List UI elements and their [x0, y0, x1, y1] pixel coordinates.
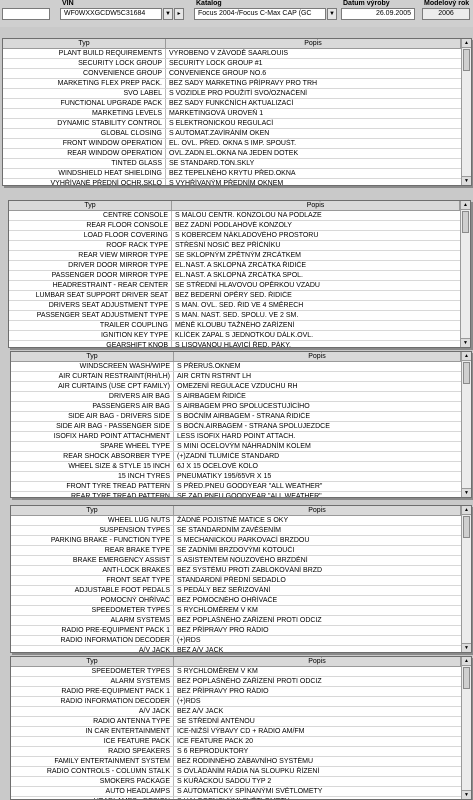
column-header-popis[interactable]: Popis — [174, 657, 461, 666]
popis-cell: BEZ RODINNÉHO ZÁBAVNÍHO SYSTÉMU — [177, 758, 313, 765]
typ-cell: SPARE WHEEL TYPE — [11, 442, 174, 451]
popis-cell: MARKETINGOVÁ ÚROVEŇ 1 — [169, 110, 264, 117]
catalog-label: Katalog — [196, 0, 222, 7]
table-row[interactable] — [11, 432, 461, 442]
popis-cell: STANDARDNÍ PŘEDNÍ SEDADLO — [177, 577, 286, 584]
typ-cell: 15 INCH TYRES — [11, 472, 174, 481]
table-row[interactable] — [11, 777, 461, 787]
table-row[interactable] — [11, 747, 461, 757]
typ-cell — [11, 797, 174, 799]
typ-cell: REAR SHOCK ABSORBER TYPE — [11, 452, 174, 461]
popis-cell: ICE FEATURE PACK 20 — [177, 738, 253, 745]
table-row[interactable] — [9, 221, 460, 231]
table-row[interactable] — [3, 69, 461, 79]
table-row[interactable] — [9, 261, 460, 271]
scroll-up-icon[interactable]: ▲ — [462, 506, 471, 515]
table-row[interactable] — [11, 382, 461, 392]
scroll-down-icon[interactable]: ▼ — [462, 488, 471, 497]
table-row[interactable] — [11, 526, 461, 536]
typ-cell: TINTED GLASS — [3, 159, 166, 168]
typ-cell: BRAKE EMERGENCY ASSIST — [11, 556, 174, 565]
chevron-down-icon: ▼ — [165, 11, 171, 17]
table-row[interactable] — [11, 596, 461, 606]
table-row[interactable] — [3, 179, 461, 185]
table-row[interactable] — [3, 79, 461, 89]
popis-cell: BEZ A/V JACK — [177, 708, 224, 715]
vin-dropdown-button[interactable] — [163, 8, 173, 20]
scroll-thumb[interactable] — [462, 211, 469, 233]
popis-cell: SE STŘEDNÍ ANTÉNOU — [177, 718, 255, 725]
typ-cell: SPEEDOMETER TYPES — [11, 606, 174, 615]
table-row[interactable] — [9, 291, 460, 301]
table-row[interactable] — [3, 119, 461, 129]
column-header-popis[interactable]: Popis — [166, 39, 461, 48]
typ-cell: CENTRE CONSOLE — [9, 211, 172, 220]
vertical-scrollbar[interactable] — [461, 506, 471, 652]
popis-cell: BEZ POPLAŠNÉHO ZAŘÍZENÍ PROTI ODCIZ — [177, 617, 322, 624]
popis-cell — [174, 797, 461, 799]
typ-cell: ALARM SYSTEMS — [11, 616, 174, 625]
catalog-select[interactable]: Focus 2004-/Focus C-Max CAP (GC — [194, 8, 326, 20]
vin-field[interactable]: WF0WXXGCDW5C31684 — [60, 8, 162, 20]
popis-cell: (+)RDS — [177, 698, 201, 705]
table-row[interactable] — [11, 646, 461, 652]
popis-cell: S MINI OCELOVÝM NÁHRADNÍM KOLEM — [177, 443, 311, 450]
popis-cell: BEZ SADY MARKETING PŘÍPRAVY PRO TRH — [169, 80, 318, 87]
typ-cell: ADJUSTABLE FOOT PEDALS — [11, 586, 174, 595]
popis-cell: S MAN. NAST. SED. SPOLU. VE 2 SM. — [175, 312, 299, 319]
table-row[interactable] — [11, 482, 461, 492]
popis-cell: S VYHŘÍVANÝM PŘEDNÍM OKNEM — [169, 180, 284, 185]
typ-cell: DYNAMIC STABILITY CONTROL — [3, 119, 166, 128]
typ-cell: FRONT SEAT TYPE — [11, 576, 174, 585]
table-row[interactable] — [11, 472, 461, 482]
typ-cell: REAR VIEW MIRROR TYPE — [9, 251, 172, 260]
typ-cell: RADIO CONTROLS - COLUMN STALK — [11, 767, 174, 776]
vin-label: VIN — [62, 0, 74, 7]
typ-cell: MARKETING FLEX PREP PACK. — [3, 79, 166, 88]
table-row[interactable] — [9, 341, 460, 347]
scroll-down-icon[interactable]: ▼ — [461, 338, 470, 347]
typ-cell: SVO LABEL — [3, 89, 166, 98]
vertical-scrollbar[interactable] — [461, 39, 471, 185]
table-row[interactable] — [3, 129, 461, 139]
typ-cell: WINDSHIELD HEAT SHIELDING — [3, 169, 166, 178]
header-bar — [0, 0, 473, 27]
typ-cell: FAMILY ENTERTAINMENT SYSTEM — [11, 757, 174, 766]
table-row[interactable] — [11, 392, 461, 402]
options-table — [11, 506, 461, 652]
table-row[interactable] — [11, 402, 461, 412]
typ-cell: REAR TYRE TREAD PATTERN — [11, 492, 174, 497]
typ-cell: MARKETING LEVELS — [3, 109, 166, 118]
typ-cell: TRAILER COUPLING — [9, 321, 172, 330]
typ-cell: A/V JACK — [11, 646, 174, 652]
table-header — [11, 657, 461, 667]
column-header-popis[interactable]: Popis — [174, 352, 461, 361]
scroll-thumb[interactable] — [463, 516, 470, 538]
scroll-up-icon[interactable]: ▲ — [462, 39, 471, 48]
popis-cell: OMEZENÍ REGULACE VZDUCHU RH — [177, 383, 298, 390]
popis-cell: S AIRBAGEM ŘIDIČE — [177, 393, 246, 400]
typ-cell: SMOKERS PACKAGE — [11, 777, 174, 786]
typ-cell: HEADRESTRAINT - REAR CENTER — [9, 281, 172, 290]
table-row[interactable] — [9, 331, 460, 341]
table-row[interactable] — [3, 149, 461, 159]
popis-cell: S AIRBAGEM PRO SPOLUCESTUJÍCÍHO — [177, 403, 310, 410]
popis-cell: SE ZAD.PNEU GOODYEAR "ALL WEATHER" — [177, 493, 322, 497]
typ-cell: FRONT WINDOW OPERATION — [3, 139, 166, 148]
table-row[interactable] — [11, 516, 461, 526]
production-date-field[interactable]: 26.09.2005 — [341, 8, 415, 20]
popis-cell: EL.NAST. A SKLOPNÁ ZRCÁTKA ŘIDIČE — [175, 262, 307, 269]
typ-cell: FUNCTIONAL UPGRADE PACK — [3, 99, 166, 108]
typ-cell: AIR CURTAINS (USE CPT FAMILY) — [11, 382, 174, 391]
table-row[interactable] — [11, 677, 461, 687]
scroll-thumb[interactable] — [463, 362, 470, 384]
table-row[interactable] — [11, 717, 461, 727]
typ-cell: LOAD FLOOR COVERING — [9, 231, 172, 240]
typ-cell: REAR WINDOW OPERATION — [3, 149, 166, 158]
typ-cell: GEARSHIFT KNOB — [9, 341, 172, 347]
table-row[interactable] — [9, 281, 460, 291]
table-row[interactable] — [11, 452, 461, 462]
table-row[interactable] — [11, 576, 461, 586]
popis-cell: BEZ SADY FUNKČNÍCH AKTUALIZACÍ — [169, 100, 294, 107]
typ-cell: WHEEL LUG NUTS — [11, 516, 174, 525]
typ-cell: PARKING BRAKE - FUNCTION TYPE — [11, 536, 174, 545]
options-panel-3 — [10, 351, 472, 498]
popis-cell: EL. OVL. PŘED. OKNA S IMP. SPOUŠT. — [169, 140, 297, 147]
table-row[interactable] — [3, 169, 461, 179]
table-row[interactable] — [11, 606, 461, 616]
options-panel-5 — [10, 656, 472, 800]
typ-cell: ROOF RACK TYPE — [9, 241, 172, 250]
table-row[interactable] — [11, 372, 461, 382]
table-row[interactable] — [11, 546, 461, 556]
options-table — [11, 657, 461, 799]
popis-cell: BEZ SYSTÉMU PROTI ZABLOKOVÁNÍ BRZD — [177, 567, 323, 574]
popis-cell: S BOČN.AIRBAGEM - STRANA SPOLUJEZDCE — [177, 423, 330, 430]
scroll-up-icon[interactable]: ▲ — [462, 657, 471, 666]
options-panel-2 — [8, 200, 471, 348]
column-header-popis[interactable]: Popis — [174, 506, 461, 515]
table-row[interactable] — [3, 49, 461, 59]
table-row[interactable] — [3, 139, 461, 149]
table-row[interactable] — [11, 442, 461, 452]
typ-cell: RADIO PRE-EQUIPMENT PACK 1 — [11, 687, 174, 696]
popis-cell: BEZ PŘÍPRAVY PRO RÁDIO — [177, 688, 269, 695]
typ-cell: IGNITION KEY TYPE — [9, 331, 172, 340]
popis-cell: S ASISTENTEM NOUZOVÉHO BRZDĚNÍ — [177, 557, 308, 564]
table-row[interactable] — [11, 787, 461, 797]
typ-cell: RADIO INFORMATION DECODER — [11, 636, 174, 645]
popis-cell: S OVLÁDÁNÍM RÁDIA NA SLOUPKU ŘÍZENÍ — [177, 768, 320, 775]
typ-cell: GLOBAL CLOSING — [3, 129, 166, 138]
popis-cell: S 6 REPRODUKTORY — [177, 748, 249, 755]
table-row[interactable] — [9, 301, 460, 311]
table-row[interactable] — [9, 271, 460, 281]
vertical-scrollbar[interactable] — [461, 657, 471, 799]
popis-cell: S RYCHLOMĚREM V KM — [177, 607, 258, 614]
popis-cell: MÉNĚ KLOUBU TAŽNÉHO ZAŘÍZENÍ — [175, 322, 295, 329]
table-row[interactable] — [11, 362, 461, 372]
popis-cell: (+)RDS — [177, 637, 201, 644]
column-header-typ[interactable]: Typ — [11, 352, 174, 361]
popis-cell: CONVENIENCE GROUP NO.6 — [169, 70, 267, 77]
popis-cell: S MECHANICKOU PARKOVACÍ BRZDOU — [177, 537, 310, 544]
typ-cell: LUMBAR SEAT SUPPORT DRIVER SEAT — [9, 291, 172, 300]
typ-cell: VYHŘÍVANÉ PŘEDNÍ OCHR.SKLO — [3, 179, 166, 185]
scroll-down-icon[interactable]: ▼ — [462, 790, 471, 799]
table-header — [11, 506, 461, 516]
table-row[interactable] — [11, 727, 461, 737]
column-header-typ[interactable]: Typ — [9, 201, 172, 210]
popis-cell: S AUTOMAT.ZAVÍRÁNÍM OKEN — [169, 130, 270, 137]
date-label: Datum výroby — [343, 0, 390, 7]
table-row[interactable] — [11, 462, 461, 472]
typ-cell: SECURITY LOCK GROUP — [3, 59, 166, 68]
typ-cell: CONVENIENCE GROUP — [3, 69, 166, 78]
popis-cell: SE STANDARDNÍM ZAVĚŠENÍM — [177, 527, 281, 534]
table-row[interactable] — [11, 667, 461, 677]
blank-field[interactable] — [2, 8, 50, 20]
popis-cell: SE STŘEDNÍ HLAVOVOU OPĚRKOU VZADU — [175, 282, 320, 289]
table-row[interactable] — [11, 757, 461, 767]
model-year-field: 2006 — [422, 8, 470, 20]
options-table — [3, 39, 461, 185]
typ-cell: DRIVERS SEAT ADJUSTMENT TYPE — [9, 301, 172, 310]
popis-cell: BEZ POPLAŠNÉHO ZAŘÍZENÍ PROTI ODCIZ — [177, 678, 322, 685]
scroll-down-icon[interactable]: ▼ — [462, 176, 471, 185]
popis-cell: (+)ZADNÍ TLUMIČE STANDARD — [177, 453, 280, 460]
popis-cell: S PEDÁLY BEZ SEŘIZOVÁNÍ — [177, 587, 271, 594]
popis-cell: SE ZADNÍMI BRZDOVÝMI KOTOUČI — [177, 547, 295, 554]
typ-cell: SIDE AIR BAG - DRIVERS SIDE — [11, 412, 174, 421]
popis-cell: S BOČNÍM AIRBAGEM - STRANA ŘIDIČE — [177, 413, 311, 420]
typ-cell: DRIVERS AIR BAG — [11, 392, 174, 401]
table-row[interactable] — [3, 99, 461, 109]
popis-cell: SE SKLOPNÝM ZPĚTNÝM ZRCÁTKEM — [175, 252, 302, 259]
table-row[interactable] — [11, 797, 461, 799]
typ-cell: RADIO ANTENNA TYPE — [11, 717, 174, 726]
popis-cell: SE STANDARD.TÓN.SKLY — [169, 160, 255, 167]
table-row[interactable] — [9, 211, 460, 221]
popis-cell: VYROBENO V ZÁVODĚ SAARLOUIS — [169, 50, 289, 57]
popis-cell: S PŘED.PNEU GOODYEAR "ALL WEATHER" — [177, 483, 323, 490]
chevron-down-icon: ▼ — [329, 11, 335, 17]
typ-cell: ICE FEATURE PACK — [11, 737, 174, 746]
table-row[interactable] — [11, 412, 461, 422]
popis-cell: PNEUMATIKY 195/65VR X 15 — [177, 473, 272, 480]
options-panel-1 — [2, 38, 472, 186]
scroll-up-icon[interactable]: ▲ — [461, 201, 470, 210]
typ-cell: REAR BRAKE TYPE — [11, 546, 174, 555]
vertical-scrollbar[interactable] — [461, 352, 471, 497]
typ-cell: PASSENGER SEAT ADJUSTMENT TYPE — [9, 311, 172, 320]
table-row[interactable] — [9, 311, 460, 321]
search-icon: ▸ — [177, 11, 181, 17]
table-row[interactable] — [9, 251, 460, 261]
popis-cell: S MAN. OVL. SED. ŘID VE 4 SMĚRECH — [175, 302, 304, 309]
table-row[interactable] — [11, 422, 461, 432]
popis-cell: S PŘERUŠ.OKNEM — [177, 363, 241, 370]
typ-cell: RADIO INFORMATION DECODER — [11, 697, 174, 706]
popis-cell: BEZ ZADNÍ PODLAHOVÉ KONZOLY — [175, 222, 292, 229]
table-row[interactable] — [11, 737, 461, 747]
vin-search-button[interactable] — [174, 8, 184, 20]
popis-cell: BEZ BEDERNÍ OPĚRY SED. ŘIDIČE — [175, 292, 292, 299]
table-row[interactable] — [11, 492, 461, 497]
table-row[interactable] — [11, 697, 461, 707]
table-row[interactable] — [3, 159, 461, 169]
table-row[interactable] — [11, 636, 461, 646]
typ-cell: SUSPENSION TYPES — [11, 526, 174, 535]
scroll-down-icon[interactable]: ▼ — [462, 643, 471, 652]
table-row[interactable] — [11, 616, 461, 626]
table-row[interactable] — [3, 89, 461, 99]
table-row[interactable] — [11, 767, 461, 777]
table-row[interactable] — [11, 566, 461, 576]
popis-cell: ICE-NIŽŠÍ VÝBAVY CD + RÁDIO AM/FM — [177, 728, 305, 735]
table-header — [9, 201, 460, 211]
typ-cell: ALARM SYSTEMS — [11, 677, 174, 686]
popis-cell: S VOZIDLE PRO POUŽITÍ SVO/OZNAČENÍ — [169, 90, 308, 97]
popis-cell: BEZ TEPELNÉHO KRYTU PŘED.OKNA — [169, 170, 296, 177]
typ-cell: RADIO SPEAKERS — [11, 747, 174, 756]
table-row[interactable] — [11, 556, 461, 566]
catalog-dropdown-button[interactable] — [327, 8, 337, 20]
popis-cell: STŘEŠNÍ NOSIČ BEZ PŘÍČNÍKU — [175, 242, 281, 249]
popis-cell: S MALOU CENTR. KONZOLOU NA PODLAZE — [175, 212, 322, 219]
table-row[interactable] — [11, 536, 461, 546]
scroll-thumb[interactable] — [463, 49, 470, 71]
popis-cell: SECURITY LOCK GROUP #1 — [169, 60, 263, 67]
table-row[interactable] — [11, 586, 461, 596]
scroll-thumb[interactable] — [463, 667, 470, 689]
popis-cell: S KOBERCEM NÁKLADOVÉHO PROSTORU — [175, 232, 319, 239]
popis-cell: LESS ISOFIX HARD POINT ATTACH. — [177, 433, 296, 440]
table-row[interactable] — [9, 241, 460, 251]
typ-cell: POMOCNÝ OHŘÍVAČ — [11, 596, 174, 605]
scroll-up-icon[interactable]: ▲ — [462, 352, 471, 361]
popis-cell: KLÍČEK ZAPAL S JEDNOTKOU DÁLK.OVL. — [175, 332, 314, 339]
popis-cell: S KUŘÁCKOU SADOU TYP 2 — [177, 778, 272, 785]
column-header-typ[interactable]: Typ — [3, 39, 166, 48]
table-header — [11, 352, 461, 362]
popis-cell: ŽÁDNÉ POJISTNÉ MATICE S OKY — [177, 517, 289, 524]
popis-cell: S ELEKTRONICKOU REGULACÍ — [169, 120, 274, 127]
popis-cell: BEZ POMOCNÉHO OHŘÍVAČE — [177, 597, 278, 604]
typ-cell: SIDE AIR BAG - PASSENGER SIDE — [11, 422, 174, 431]
typ-cell: ANTI-LOCK BRAKES — [11, 566, 174, 575]
popis-cell: EL.NAST. A SKLOPNÁ ZRCÁTKA SPOL. — [175, 272, 303, 279]
model-year-label: Modelový rok — [424, 0, 470, 7]
typ-cell: PASSENGER DOOR MIRROR TYPE — [9, 271, 172, 280]
popis-cell: S AUTOMATICKY SPÍNANÝMI SVĚTLOMETY — [177, 788, 323, 795]
typ-cell: PLANT BUILD REQUIREMENTS — [3, 49, 166, 58]
options-table — [9, 201, 460, 347]
popis-cell: S LISOVANOU HLAVICÍ ŘED. PÁKY. — [175, 342, 291, 347]
typ-cell: WHEEL SIZE & STYLE 15 INCH — [11, 462, 174, 471]
typ-cell: REAR FLOOR CONSOLE — [9, 221, 172, 230]
popis-cell: 6J X 15 OCELOVÉ KOLO — [177, 463, 258, 470]
vertical-scrollbar[interactable] — [460, 201, 470, 347]
table-row[interactable] — [9, 321, 460, 331]
options-panel-4 — [10, 505, 472, 653]
typ-cell: IN CAR ENTERTAINMENT — [11, 727, 174, 736]
typ-cell: RADIO PRE-EQUIPMENT PACK 1 — [11, 626, 174, 635]
typ-cell: ISOFIX HARD POINT ATTACHMENT — [11, 432, 174, 441]
table-row[interactable] — [3, 59, 461, 69]
table-row[interactable] — [11, 707, 461, 717]
typ-cell: WINDSCREEN WASH/WIPE — [11, 362, 174, 371]
column-header-popis[interactable]: Popis — [172, 201, 460, 210]
table-row[interactable] — [3, 109, 461, 119]
options-table — [11, 352, 461, 497]
typ-cell: A/V JACK — [11, 707, 174, 716]
table-row[interactable] — [11, 687, 461, 697]
typ-cell: SPEEDOMETER TYPES — [11, 667, 174, 676]
popis-cell: S RYCHLOMĚREM V KM — [177, 668, 258, 675]
table-header — [3, 39, 461, 49]
column-header-typ[interactable]: Typ — [11, 657, 174, 666]
popis-cell: BEZ A/V JACK — [177, 647, 224, 652]
column-header-typ[interactable]: Typ — [11, 506, 174, 515]
popis-cell: OVL.ZADN.EL.OKNA NA JEDEN DOTEK — [169, 150, 299, 157]
popis-cell: AIR CRTN RSTRNT LH — [177, 373, 252, 380]
typ-cell: AUTO HEADLAMPS — [11, 787, 174, 796]
popis-cell: BEZ PŘÍPRAVY PRO RÁDIO — [177, 627, 269, 634]
typ-cell: DRIVER DOOR MIRROR TYPE — [9, 261, 172, 270]
typ-cell: PASSENGERS AIR BAG — [11, 402, 174, 411]
typ-cell: FRONT TYRE TREAD PATTERN — [11, 482, 174, 491]
typ-cell: AIR CURTAIN RESTRAINT(RH/LH) — [11, 372, 174, 381]
table-row[interactable] — [9, 231, 460, 241]
table-row[interactable] — [11, 626, 461, 636]
